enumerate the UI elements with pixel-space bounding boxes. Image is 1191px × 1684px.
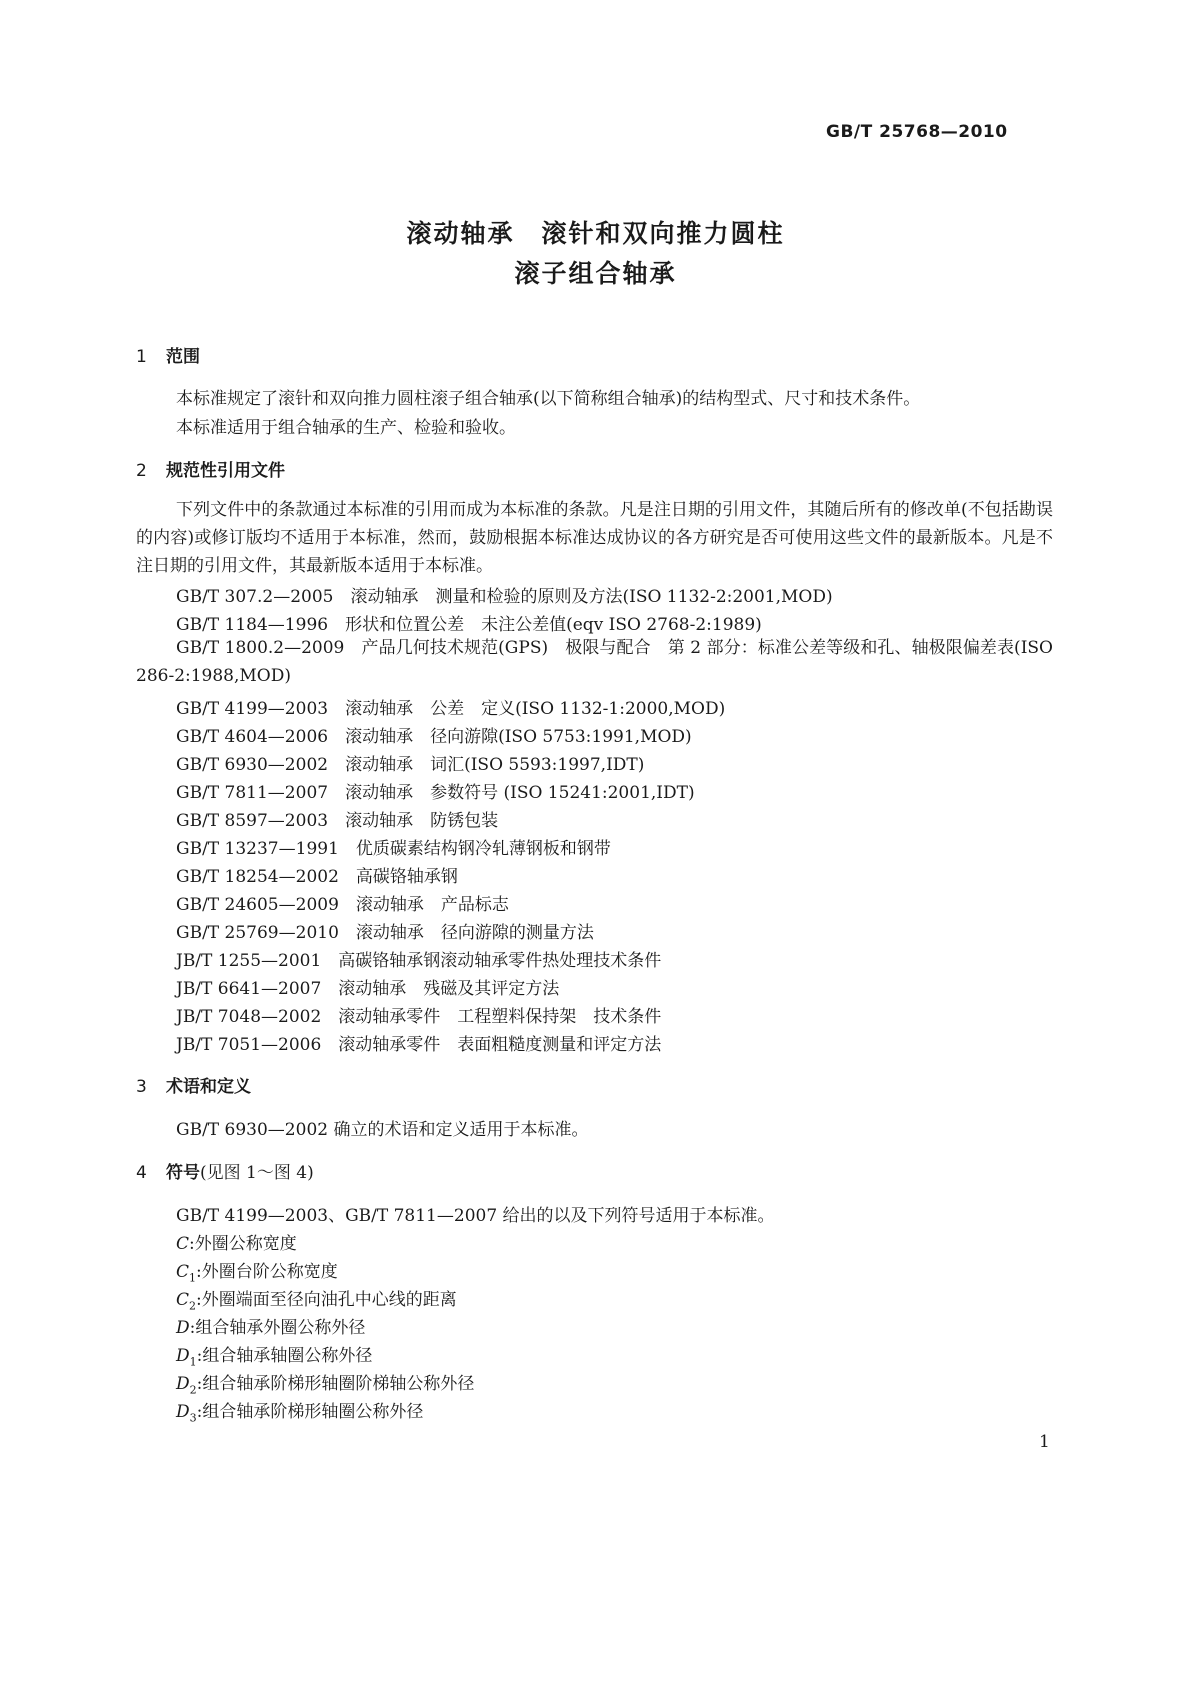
reference-item: GB/T 18254—2002 高碳铬轴承钢	[176, 867, 458, 887]
symbol-description: :组合轴承外圈公称外径	[189, 1318, 366, 1338]
reference-item: GB/T 307.2—2005 滚动轴承 测量和检验的原则及方法(ISO 1132-2:2001,MOD)	[176, 587, 833, 607]
section-number: 1	[136, 347, 147, 367]
document-title-line1: 滚动轴承 滚针和双向推力圆柱	[406, 219, 785, 248]
symbol: D	[176, 1402, 190, 1422]
page-number: 1	[1039, 1432, 1050, 1452]
terms-text: GB/T 6930—2002 确立的术语和定义适用于本标准。	[176, 1120, 589, 1140]
symbol-description: :外圈台阶公称宽度	[196, 1262, 338, 1282]
symbol-definition	[176, 1369, 474, 1396]
symbol-definition	[176, 1313, 365, 1340]
reference-item: JB/T 1255—2001 高碳铬轴承钢滚动轴承零件热处理技术条件	[176, 951, 662, 971]
symbol-description: :组合轴承阶梯形轴圈阶梯轴公称外径	[196, 1374, 475, 1394]
reference-item: GB/T 1184—1996 形状和位置公差 未注公差值(eqv ISO 2768-2:1989)	[176, 615, 762, 635]
reference-item: GB/T 1800.2—2009 产品几何技术规范(GPS) 极限与配合 第 2 部分：标准公差等级和孔、轴极限偏差表(ISO 286-2:1988,MOD)	[136, 638, 1053, 686]
document-title-line2: 滚子组合轴承	[514, 259, 677, 288]
reference-item: JB/T 6641—2007 滚动轴承 残磁及其评定方法	[176, 979, 560, 999]
reference-item: GB/T 4604—2006 滚动轴承 径向游隙(ISO 5753:1991,MOD)	[176, 727, 692, 747]
symbol: D	[176, 1374, 190, 1394]
scope-line: 本标准适用于组合轴承的生产、检验和验收。	[176, 418, 516, 438]
symbol-definition	[176, 1341, 372, 1368]
symbol: C	[176, 1290, 190, 1310]
reference-item: GB/T 7811—2007 滚动轴承 参数符号 (ISO 15241:2001,IDT)	[176, 783, 695, 803]
section-title: 术语和定义	[166, 1077, 251, 1097]
section-title-note: (见图 1～图 4)	[200, 1163, 314, 1183]
symbol-subscript: 3	[189, 1411, 197, 1425]
normative-intro-paragraph: 下列文件中的条款通过本标准的引用而成为本标准的条款。凡是注日期的引用文件，其随后所有的修改单(不包括勘误的内容)或修订版均不适用于本标准，然而，鼓励根据本标准达成协议的各方研究是否可使用这些文件的最新版本。凡是不注日期的引用文件，其最新版本适用于本标准。	[136, 500, 1053, 576]
reference-item: GB/T 6930—2002 滚动轴承 词汇(ISO 5593:1997,IDT)	[176, 755, 645, 775]
symbol-description: :组合轴承阶梯形轴圈公称外径	[196, 1402, 424, 1422]
symbol-definition	[176, 1285, 457, 1312]
section-number: 3	[136, 1077, 147, 1097]
section-number: 2	[136, 461, 147, 481]
symbol-definition	[176, 1257, 338, 1284]
reference-item: GB/T 8597—2003 滚动轴承 防锈包装	[176, 811, 499, 831]
symbol-subscript: 1	[189, 1271, 197, 1285]
section-3-heading	[136, 1072, 251, 1097]
reference-item: JB/T 7051—2006 滚动轴承零件 表面粗糙度测量和评定方法	[176, 1035, 662, 1055]
section-1-heading	[136, 342, 200, 367]
standard-code: GB/T 25768—2010	[826, 122, 1008, 142]
symbol-definition	[176, 1229, 297, 1256]
section-title: 符号	[166, 1163, 200, 1183]
symbol-definition	[176, 1397, 423, 1424]
symbol: D	[176, 1318, 190, 1338]
reference-item: GB/T 13237—1991 优质碳素结构钢冷轧薄钢板和钢带	[176, 839, 611, 859]
section-2-heading	[136, 456, 285, 481]
reference-item: GB/T 25769—2010 滚动轴承 径向游隙的测量方法	[176, 923, 594, 943]
symbol: C	[176, 1234, 190, 1254]
symbol-subscript: 1	[189, 1355, 197, 1369]
section-title: 规范性引用文件	[166, 461, 285, 481]
symbol: D	[176, 1346, 190, 1366]
symbol: C	[176, 1262, 190, 1282]
scope-line: 本标准规定了滚针和双向推力圆柱滚子组合轴承(以下简称组合轴承)的结构型式、尺寸和技术条件。	[176, 389, 921, 409]
reference-item: GB/T 4199—2003 滚动轴承 公差 定义(ISO 1132-1:2000,MOD)	[176, 699, 726, 719]
section-4-heading	[136, 1158, 314, 1183]
symbols-intro: GB/T 4199—2003、GB/T 7811—2007 给出的以及下列符号适用于本标准。	[176, 1206, 775, 1226]
section-title: 范围	[166, 347, 200, 367]
reference-item: GB/T 24605—2009 滚动轴承 产品标志	[176, 895, 509, 915]
symbol-subscript: 2	[189, 1383, 197, 1397]
section-number: 4	[136, 1163, 147, 1183]
symbol-description: :外圈公称宽度	[189, 1234, 297, 1254]
reference-item: JB/T 7048—2002 滚动轴承零件 工程塑料保持架 技术条件	[176, 1007, 662, 1027]
symbol-description: :外圈端面至径向油孔中心线的距离	[196, 1290, 457, 1310]
symbol-description: :组合轴承轴圈公称外径	[196, 1346, 373, 1366]
symbol-subscript: 2	[189, 1299, 197, 1313]
